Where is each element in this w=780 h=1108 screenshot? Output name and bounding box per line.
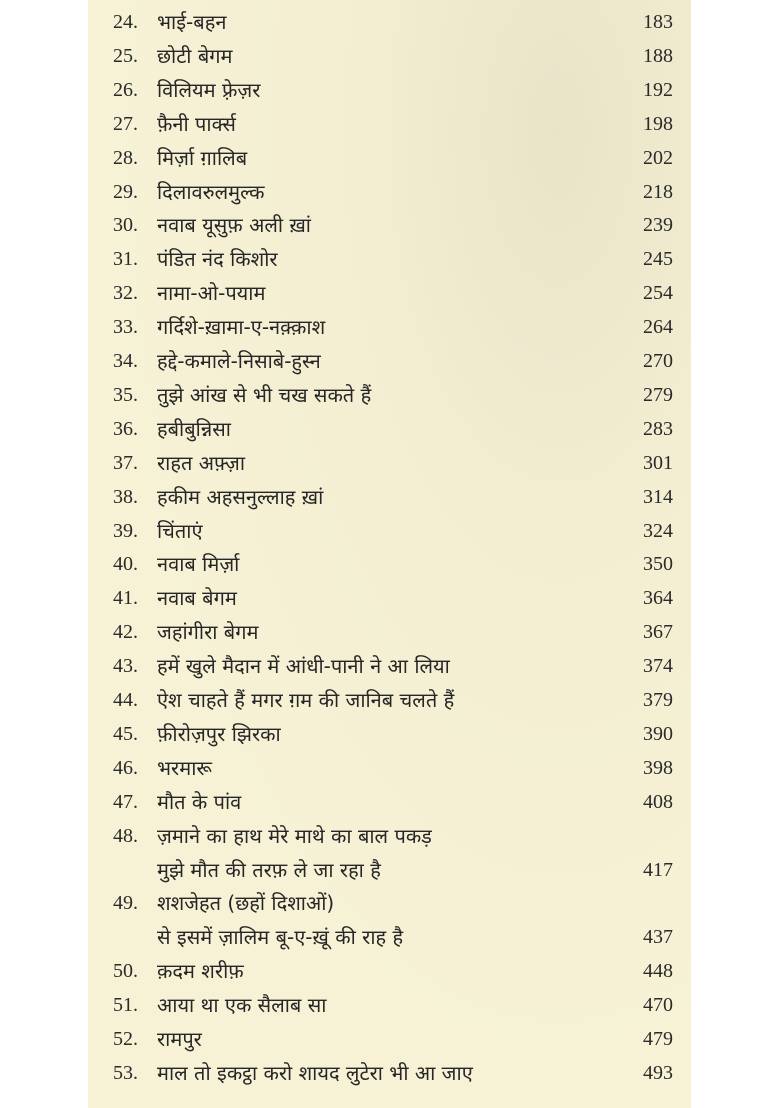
chapter-number: 53. [113,1061,138,1084]
page-number: 270 [643,350,673,372]
page-number: 283 [643,417,673,440]
chapter-title: ऐश चाहते हैं मगर ग़म की जानिब चलते हैं [157,688,455,712]
chapter-title: हबीबुन्निसा [157,416,231,441]
page-number: 245 [643,248,673,271]
chapter-title: क़दम शरीफ़ [157,959,244,984]
chapter-number: 24. [113,11,138,33]
page-number: 374 [643,655,673,678]
chapter-number: 50. [113,960,138,983]
chapter-title: नवाब यूसुफ़ अली ख़ां [157,213,311,238]
toc-entry [88,480,691,514]
toc-entry [88,615,691,649]
chapter-title: तुझे आंख से भी चख सकते हैं [157,382,372,407]
page-number: 202 [643,146,673,169]
toc-entry [88,1056,691,1090]
toc-entry [88,1022,691,1056]
chapter-title: हद्दे-कमाले-निसाबे-हुस्न [157,349,321,373]
chapter-number: 35. [113,383,138,406]
chapter-title: आया था एक सैलाब सा [157,993,327,1018]
page-number: 264 [643,316,673,339]
toc-entry [88,39,691,73]
toc-entry [88,988,691,1022]
chapter-title: हमें खुले मैदान में आंधी-पानी ने आ लिया [157,654,450,679]
page-number: 192 [643,78,673,101]
toc-entry [88,107,691,141]
chapter-number: 47. [113,790,138,813]
toc-entry [88,954,691,988]
page-number: 390 [643,722,673,745]
chapter-number: 49. [113,892,138,915]
chapter-title: रामपुर [157,1027,202,1051]
page-number: 470 [643,994,673,1017]
chapter-number: 29. [113,180,138,203]
chapter-title: चिंताएं [157,518,203,543]
toc-entry [88,819,691,853]
chapter-title: फ़ीरोज़पुर झिरका [157,721,281,746]
toc-entry [88,920,691,954]
page-number: 493 [643,1061,673,1084]
chapter-title: माल तो इकट्ठा करो शायद लुटेरा भी आ जाए [157,1060,473,1085]
chapter-number: 37. [113,451,138,474]
toc-entry [88,683,691,717]
chapter-number: 32. [113,282,138,305]
page-number: 301 [643,451,673,474]
chapter-number: 36. [113,417,138,440]
chapter-title: दिलावरुलमुल्क [157,179,265,204]
toc-entry [88,751,691,785]
toc-entry [88,141,691,175]
toc-entry [88,412,691,446]
chapter-title: फ़ैनी पार्क्स [157,111,236,136]
chapter-title: मिर्ज़ा ग़ालिब [157,145,248,170]
page-number: 218 [643,180,673,203]
toc-entry [88,853,691,887]
chapter-title: शशजेहत (छहों दिशाओं) [157,891,335,916]
chapter-title: नवाब मिर्ज़ा [157,552,240,577]
chapter-number: 45. [113,722,138,745]
chapter-number: 39. [113,519,138,542]
toc-entry [88,547,691,581]
chapter-number: 26. [113,78,138,101]
chapter-title: मौत के पांव [157,789,242,814]
toc-entry [88,310,691,344]
page-number: 437 [643,926,673,949]
page-number: 324 [643,519,673,542]
chapter-title: से इसमें ज़ालिम बू-ए-ख़ूं की राह है [157,925,404,950]
toc-entry [88,446,691,480]
chapter-number: 51. [113,994,138,1017]
chapter-title: गर्दिशे-ख़ामा-ए-नक़्क़ाश [157,315,326,340]
chapter-number: 30. [113,214,138,237]
chapter-title: पंडित नंद किशोर [157,247,278,272]
page-number: 367 [643,621,673,644]
chapter-number: 33. [113,316,138,339]
toc-entry [88,581,691,615]
chapter-number: 25. [113,44,138,67]
chapter-title: जहांगीरा बेगम [157,620,259,645]
chapter-title: मुझे मौत की तरफ़ ले जा रहा है [157,857,381,882]
toc-entry [88,208,691,242]
chapter-number: 43. [113,655,138,678]
chapter-number: 44. [113,689,138,711]
chapter-number: 48. [113,824,138,847]
chapter-title: हकीम अहसनुल्लाह ख़ां [157,484,324,509]
toc-entry [88,378,691,412]
chapter-title: राहत अफ़्ज़ा [157,450,245,475]
page-number: 198 [643,112,673,135]
toc-entry [88,73,691,107]
chapter-title: नवाब बेगम [157,586,237,611]
page-number: 379 [643,689,673,711]
toc-entry [88,785,691,819]
chapter-title: भाई-बहन [157,10,227,34]
page-number: 448 [643,960,673,983]
chapter-number: 42. [113,621,138,644]
book-page [88,0,691,1108]
page-number: 188 [643,44,673,67]
page-number: 183 [643,11,673,33]
chapter-title: नामा-ओ-पयाम [157,281,266,306]
chapter-number: 31. [113,248,138,271]
toc-entry [88,242,691,276]
page-number: 350 [643,553,673,576]
toc-entry [88,649,691,683]
page-number: 364 [643,587,673,610]
chapter-title: विलियम फ़्रेज़र [157,77,261,102]
chapter-number: 41. [113,587,138,610]
chapter-number: 38. [113,485,138,508]
toc-entry [88,344,691,378]
toc-entry [88,276,691,310]
page-number: 239 [643,214,673,237]
chapter-number: 28. [113,146,138,169]
toc-entry [88,514,691,548]
toc-entry [88,175,691,209]
toc-entry [88,717,691,751]
page-number: 314 [643,485,673,508]
chapter-title: छोटी बेगम [157,43,233,68]
page-number: 417 [643,858,673,881]
toc-entry [88,886,691,920]
chapter-title: भरमारू [157,755,212,780]
toc-entry [88,5,691,39]
page-number: 408 [643,790,673,813]
page-number: 398 [643,756,673,779]
chapter-title: ज़माने का हाथ मेरे माथे का बाल पकड़ [157,823,432,848]
chapter-number: 27. [113,112,138,135]
page-number: 279 [643,383,673,406]
chapter-number: 40. [113,553,138,576]
chapter-number: 46. [113,756,138,779]
page-number: 254 [643,282,673,305]
page-number: 479 [643,1028,673,1050]
chapter-number: 34. [113,350,138,372]
chapter-number: 52. [113,1028,138,1050]
